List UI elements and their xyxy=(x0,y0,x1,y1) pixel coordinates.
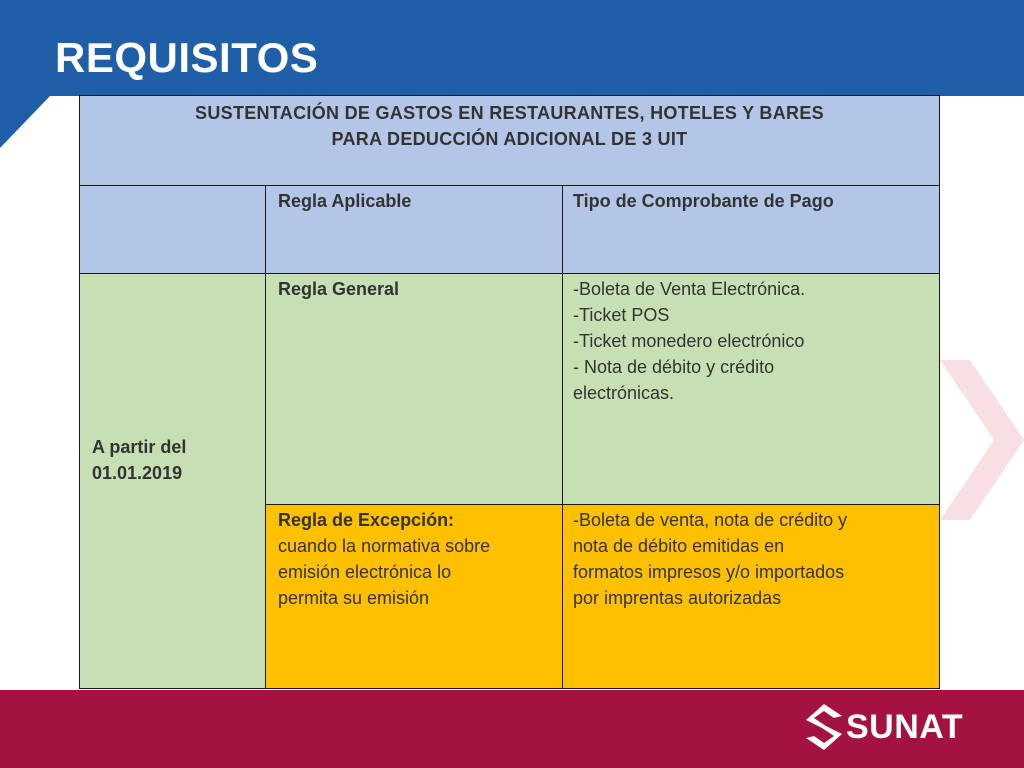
general-voucher-line: - Nota de débito y crédito xyxy=(573,357,775,377)
general-voucher-cell xyxy=(562,273,940,505)
header-voucher-label: Tipo de Comprobante de Pago xyxy=(573,191,834,211)
exception-rule-label: Regla de Excepción: xyxy=(278,510,455,530)
exception-voucher-cell xyxy=(562,504,940,689)
exception-rule-detail-line: emisión electrónica lo xyxy=(278,562,452,582)
exception-rule-detail-line: cuando la normativa sobre xyxy=(278,536,491,556)
header-cell-rule xyxy=(265,185,563,274)
table-title-cell xyxy=(79,95,940,186)
general-voucher-line: electrónicas. xyxy=(573,383,675,403)
general-voucher-line: -Boleta de Venta Electrónica. xyxy=(573,279,806,299)
exception-rule-detail-line: permita su emisión xyxy=(278,588,430,608)
general-voucher-line: -Ticket POS xyxy=(573,305,670,325)
exception-voucher-line: nota de débito emitidas en xyxy=(573,536,785,556)
sunat-logo xyxy=(804,704,974,750)
general-rule-label: Regla General xyxy=(278,279,400,299)
general-rule-cell xyxy=(265,273,563,505)
requirements-table xyxy=(79,95,940,689)
exception-voucher-line: formatos impresos y/o importados xyxy=(573,562,845,582)
header-cell-empty xyxy=(79,185,266,274)
exception-rule-cell xyxy=(265,504,563,689)
table-title-line-2: PARA DEDUCCIÓN ADICIONAL DE 3 UIT xyxy=(331,129,688,149)
header-rule-label: Regla Aplicable xyxy=(278,191,412,211)
decorative-chevron xyxy=(930,360,1024,560)
table-title-line-1: SUSTENTACIÓN DE GASTOS EN RESTAURANTES, HOTELES Y BARES xyxy=(195,103,824,123)
sunat-logo-text: SUNAT xyxy=(846,708,964,746)
exception-voucher-line: -Boleta de venta, nota de crédito y xyxy=(573,510,848,530)
slide-title: REQUISITOS xyxy=(55,34,319,81)
general-voucher-line: -Ticket monedero electrónico xyxy=(573,331,805,351)
exception-voucher-line: por imprentas autorizadas xyxy=(573,588,782,608)
date-cell xyxy=(79,273,266,689)
sunat-s-logo-icon xyxy=(804,704,844,750)
date-line-2: 01.01.2019 xyxy=(92,463,183,483)
header-cell-voucher xyxy=(562,185,940,274)
date-line-1: A partir del xyxy=(92,437,187,457)
